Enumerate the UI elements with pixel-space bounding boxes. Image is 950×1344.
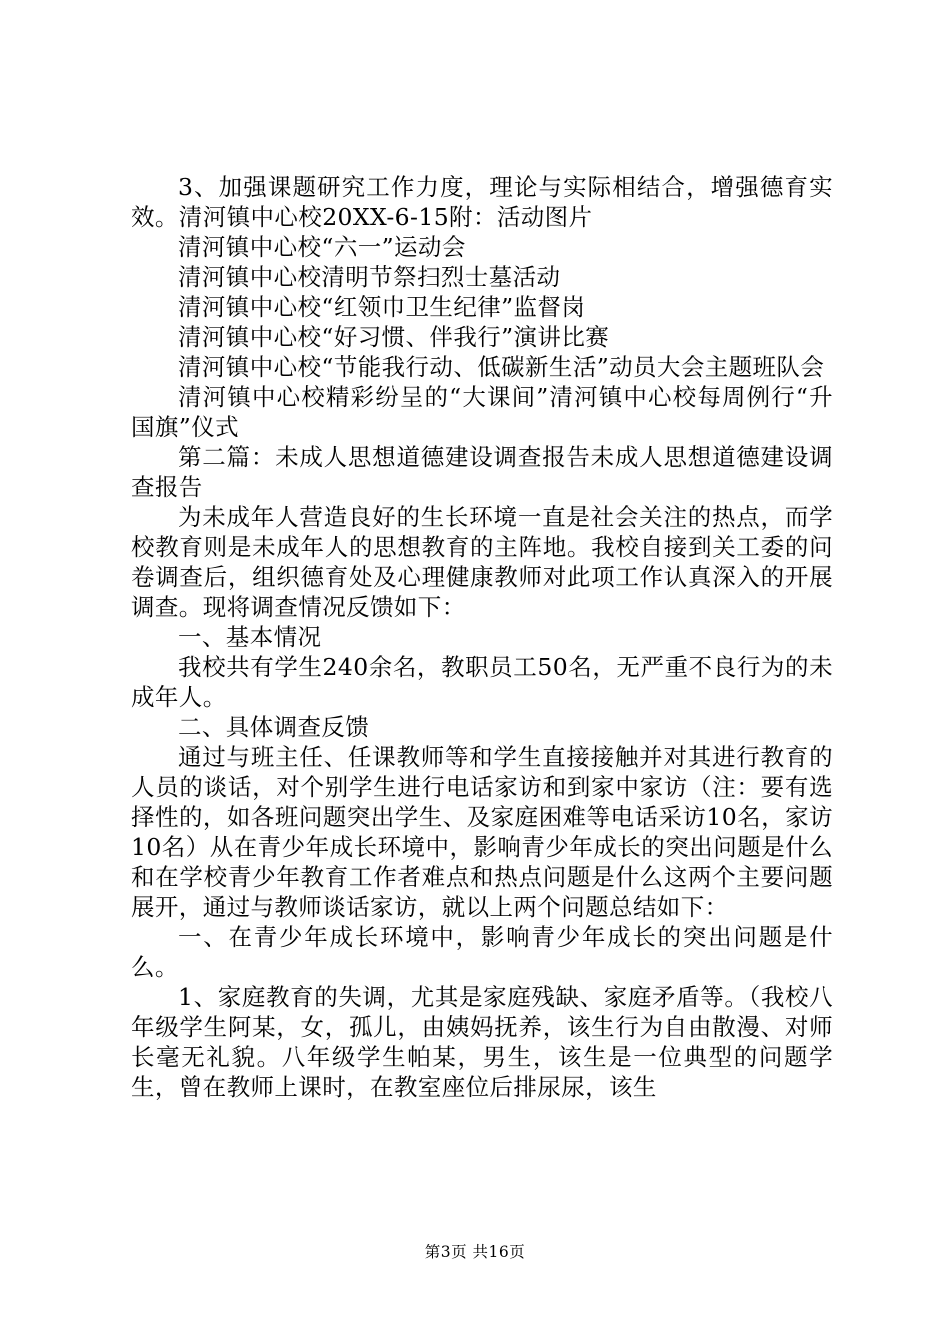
paragraph-14: 一、在青少年成长环境中，影响青少年成长的突出问题是什么。	[131, 923, 833, 981]
paragraph-5: 清河镇中心校“好习惯、伴我行”演讲比赛	[178, 323, 610, 351]
paragraph-8: 第二篇：未成人思想道德建设调查报告未成人思想道德建设调查报告	[131, 443, 833, 501]
paragraph-10: 一、基本情况	[178, 623, 322, 651]
paragraph-13: 通过与班主任、任课教师等和学生直接接触并对其进行教育的人员的谈话，对个别学生进行电话家访和到家中家访（注：要有选择性的，如各班问题突出学生、及家庭困难等电话采访10名，家访10名）从在青少年成长环境中，影响青少年成长的突出问题是什么和在学校青少年教育工作者难点和热点问题是什么这两个主要问题展开，通过与教师谈话家访，就以上两个问题总结如下：	[131, 743, 833, 921]
paragraph-6: 清河镇中心校“节能我行动、低碳新生活”动员大会主题班队会	[178, 353, 825, 381]
paragraph-3: 清河镇中心校清明节祭扫烈士墓活动	[178, 263, 561, 291]
paragraph-9: 为未成年人营造良好的生长环境一直是社会关注的热点，而学校教育则是未成年人的思想教育的主阵地。我校自接到关工委的问卷调查后，组织德育处及心理健康教师对此项工作认真深入的开展调查。现将调查情况反馈如下：	[131, 503, 833, 621]
paragraph-7: 清河镇中心校精彩纷呈的“大课间”清河镇中心校每周例行“升国旗”仪式	[131, 383, 833, 441]
paragraph-15: 1、家庭教育的失调，尤其是家庭残缺、家庭矛盾等。（我校八年级学生阿某，女，孤儿，由姨妈抚养，该生行为自由散漫、对师长毫无礼貌。八年级学生帕某，男生，该生是一位典型的问题学生，曾在教师上课时，在教室座位后排尿尿，该生	[131, 983, 833, 1101]
page-number-footer: 第3页 共16页	[424, 1243, 526, 1261]
paragraph-12: 二、具体调查反馈	[178, 713, 370, 741]
paragraph-11: 我校共有学生240余名，教职员工50名，无严重不良行为的未成年人。	[131, 653, 833, 711]
paragraph-1: 3、加强课题研究工作力度，理论与实际相结合，增强德育实效。清河镇中心校20XX-6-15附：活动图片	[131, 173, 833, 231]
document-body	[131, 172, 833, 1102]
paragraph-4: 清河镇中心校“红领巾卫生纪律”监督岗	[178, 293, 586, 321]
paragraph-2: 清河镇中心校“六一”运动会	[178, 233, 466, 261]
